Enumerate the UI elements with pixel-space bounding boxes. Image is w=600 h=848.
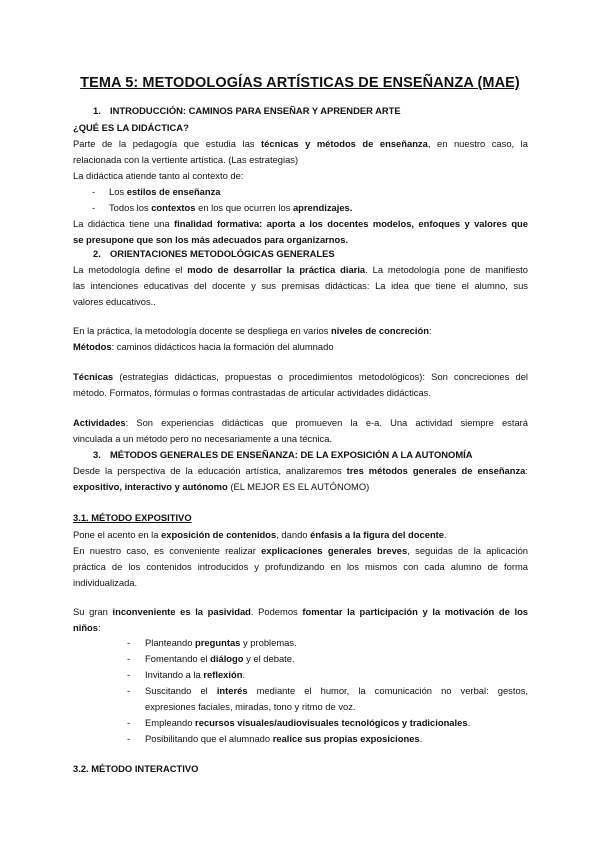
paragraph-line: En la práctica, la metodología docente se despliega en varios niveles de concreción: <box>73 325 432 336</box>
list-item: Los estilos de enseñanza <box>109 186 221 197</box>
list-item: Todos los contextos en los que ocurren los aprendizajes. <box>109 202 353 213</box>
bullet-dash: - <box>127 669 131 680</box>
paragraph-line: práctica de los contenidos introducidos y profundizando en los mismos con cada alumno de forma <box>73 561 528 572</box>
list-item: Posibilitando que el alumnado realice sus propias exposiciones. <box>145 733 423 744</box>
section-3-heading: MÉTODOS GENERALES DE ENSEÑANZA: DE LA EXPOSICIÓN A LA AUTONOMÍA <box>110 449 473 460</box>
paragraph-line: La didáctica tiene una finalidad formativa: aporta a los docentes modelos, enfoques y valores que <box>73 218 528 229</box>
paragraph-line: valores educativos.. <box>73 296 156 307</box>
paragraph-line: Actividades: Son experiencias didácticas que promueven la e-a. Una actividad siempre estará <box>73 417 528 428</box>
section-1-number: 1. <box>93 105 101 116</box>
list-item: Planteando preguntas y problemas. <box>145 637 297 648</box>
paragraph-line: relacionada con la vertiente artística. (Las estrategias) <box>73 154 299 165</box>
list-item: Fomentando el diálogo y el debate. <box>145 653 295 664</box>
paragraph-line: La metodología define el modo de desarrollar la práctica diaria. La metodología pone de manifiesto <box>73 264 528 275</box>
paragraph-line: las intenciones educativas del docente y sus premisas didácticas: La idea que tiene el alumno, sus <box>73 280 528 291</box>
paragraph-line: expositivo, interactivo y autónomo (EL MEJOR ES EL AUTÓNOMO) <box>73 481 370 492</box>
section-1-heading: INTRODUCCIÓN: CAMINOS PARA ENSEÑAR Y APRENDER ARTE <box>110 105 401 116</box>
page-title: TEMA 5: METODOLOGÍAS ARTÍSTICAS DE ENSEÑANZA (MAE) <box>80 75 520 91</box>
list-item: Suscitando el interés mediante el humor, la comunicación no verbal: gestos, <box>145 685 528 696</box>
bullet-dash: - <box>127 717 131 728</box>
paragraph-line: La didáctica atiende tanto al contexto de: <box>73 170 244 181</box>
bullet-dash: - <box>92 202 96 213</box>
bullet-dash: - <box>127 637 131 648</box>
bullet-dash: - <box>92 186 96 197</box>
subsection-heading: 3.1. MÉTODO EXPOSITIVO <box>73 512 192 523</box>
paragraph-line: método. Formatos, fórmulas o formas contrastadas de articular actividades didácticas. <box>73 387 431 398</box>
bullet-dash: - <box>127 685 131 696</box>
paragraph-line: vinculada a un método pero no necesariamente a una técnica. <box>73 433 333 444</box>
section-2-heading: ORIENTACIONES METODOLÓGICAS GENERALES <box>110 248 335 259</box>
section-2-number: 2. <box>93 248 101 259</box>
list-item: Invitando a la reflexión. <box>145 669 246 680</box>
paragraph-line: Parte de la pedagogía que estudia las técnicas y métodos de enseñanza, en nuestro caso, la <box>73 138 528 149</box>
paragraph-line: En nuestro caso, es conveniente realizar explicaciones generales breves, seguidas de la aplicación <box>73 545 528 556</box>
paragraph-line: Su gran inconveniente es la pasividad. Podemos fomentar la participación y la motivación de los <box>73 606 529 617</box>
bullet-dash: - <box>127 653 131 664</box>
paragraph-line: se presupone que son los más adecuados para organizarnos. <box>73 234 349 245</box>
list-item-continuation: expresiones faciales, miradas, tono y ritmo de voz. <box>145 701 356 712</box>
paragraph-line: Técnicas (estrategias didácticas, propuestas o procedimientos metodológicos): Son concreciones del <box>73 371 528 382</box>
subsection-heading: 3.2. MÉTODO INTERACTIVO <box>73 763 199 774</box>
paragraph-line: Métodos: caminos didácticos hacia la formación del alumnado <box>73 341 334 352</box>
paragraph-line: individualizada. <box>73 577 138 588</box>
paragraph-line: Desde la perspectiva de la educación artística, analizaremos tres métodos generales de enseñanza: <box>73 465 528 476</box>
bullet-dash: - <box>127 733 131 744</box>
question-heading: ¿QUÉ ES LA DIDÁCTICA? <box>73 122 189 133</box>
paragraph-line: Pone el acento en la exposición de contenidos, dando énfasis a la figura del docente. <box>73 529 447 540</box>
paragraph-line: niños: <box>73 622 101 633</box>
list-item: Empleando recursos visuales/audiovisuales tecnológicos y tradicionales. <box>145 717 471 728</box>
section-3-number: 3. <box>93 449 101 460</box>
